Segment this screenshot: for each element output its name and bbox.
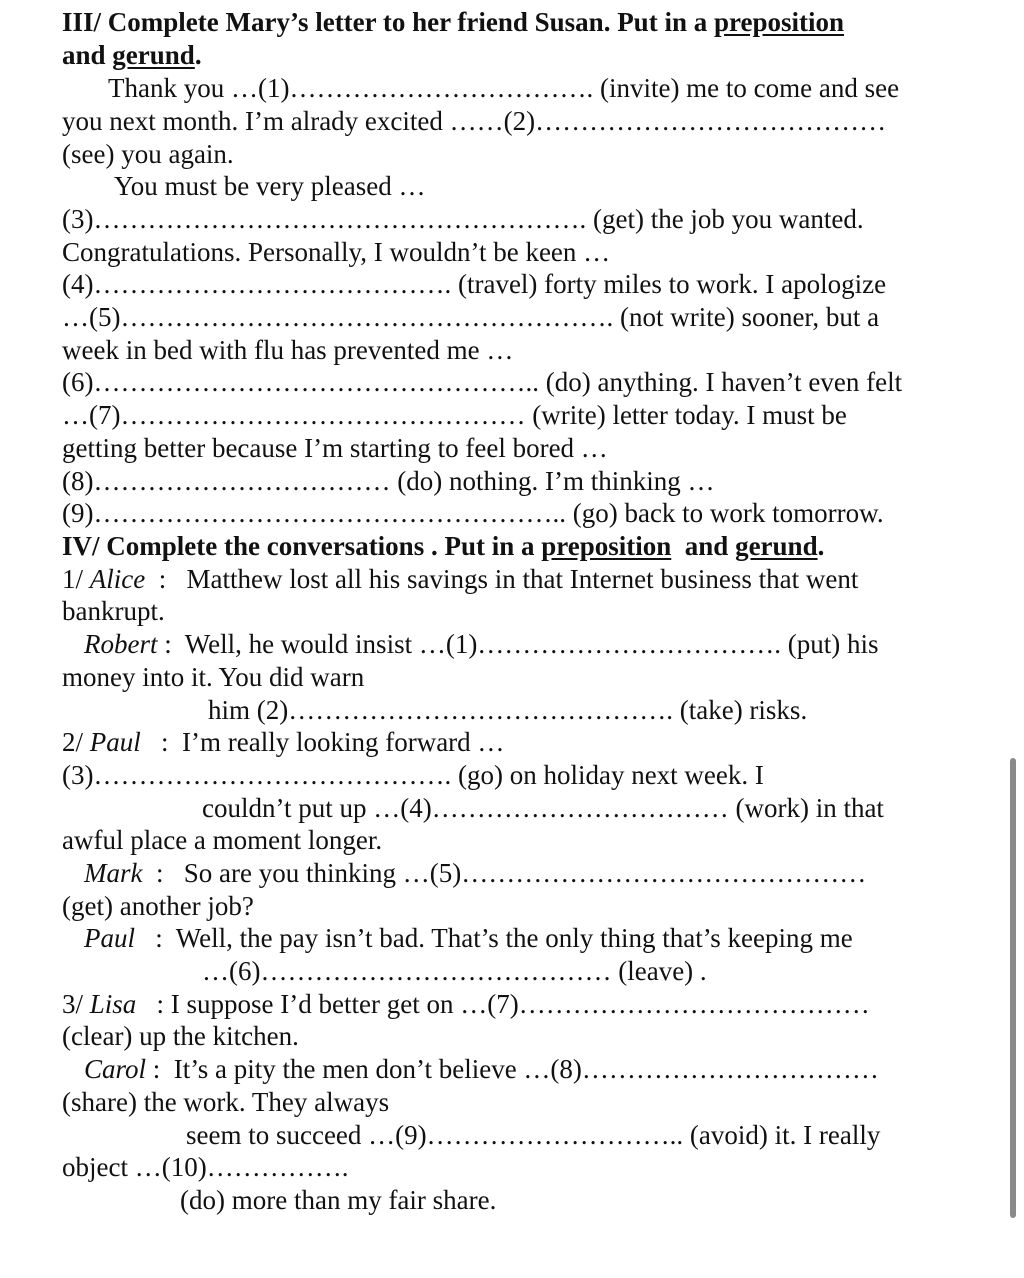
conversation-line: him (2)……………………………………. (take) risks. <box>208 695 808 725</box>
section-4-heading-gerund: gerund <box>735 531 818 561</box>
conversation-text: : Matthew lost all his savings in that Internet business that went <box>145 564 859 594</box>
conversation-text: : Well, the pay isn’t bad. That’s the only thing that’s keeping me <box>135 923 853 953</box>
conversation-text: : I suppose I’d better get on …(7)………………………………… <box>136 989 870 1019</box>
conversation-text: : I’m really looking forward … <box>140 727 505 757</box>
section-3-heading-period: . <box>194 40 202 70</box>
conversation-line <box>84 922 853 954</box>
speaker-name: Alice <box>89 564 146 594</box>
letter-line-11: …(7)……………………………………… (write) letter today. I must be <box>62 400 847 430</box>
section-4-heading-and: and <box>671 531 736 561</box>
conversation-line <box>62 563 858 595</box>
conversation-number: 2/ <box>62 727 90 757</box>
letter-line-3: (see) you again. <box>62 139 234 169</box>
conversation-line: (get) another job? <box>62 891 254 921</box>
conversation-line: object …(10)……………. <box>62 1152 349 1182</box>
section-3-heading-line-2 <box>62 39 202 71</box>
letter-line-14: (9)…………………………………………….. (go) back to work tomorrow. <box>62 498 884 528</box>
conversation-text: : Well, he would insist …(1)……………………………. (put) his <box>157 629 879 659</box>
speaker-name: Mark <box>84 858 143 888</box>
section-4-heading-period: . <box>817 531 825 561</box>
conversation-line: (clear) up the kitchen. <box>62 1021 299 1051</box>
conversation-text: : It’s a pity the men don’t believe …(8)…………………………… <box>146 1054 879 1084</box>
speaker-name: Lisa <box>89 989 137 1019</box>
letter-line-6: Congratulations. Personally, I wouldn’t be keen … <box>62 237 611 267</box>
speaker-name: Paul <box>84 923 135 953</box>
letter-line-4: You must be very pleased … <box>114 171 426 201</box>
vertical-scrollbar[interactable] <box>1010 758 1016 1218</box>
section-3-heading-text: III/ Complete Mary’s letter to her friend Susan. Put in a <box>62 7 714 37</box>
letter-line-1: Thank you …(1)……………………………. (invite) me to come and see <box>108 73 900 103</box>
conversation-line: couldn’t put up …(4)…………………………… (work) in that <box>202 793 884 823</box>
letter-line-2: you next month. I’m alrady excited ……(2)………………………………… <box>62 106 887 136</box>
conversation-line: (do) more than my fair share. <box>180 1185 497 1215</box>
conversation-line: bankrupt. <box>62 596 165 626</box>
letter-line-13: (8)…………………………… (do) nothing. I’m thinking … <box>62 466 715 496</box>
letter-line-10: (6)………………………………………….. (do) anything. I haven’t even felt <box>62 367 903 397</box>
letter-line-7: (4)…………………………………. (travel) forty miles to work. I apologize <box>62 269 887 299</box>
speaker-name: Paul <box>89 727 141 757</box>
section-4-heading-preposition: preposition <box>541 531 672 561</box>
letter-line-9: week in bed with flu has prevented me … <box>62 335 514 365</box>
letter-line-8: …(5)………………………………………………. (not write) sooner, but a <box>62 302 880 332</box>
speaker-name: Carol <box>84 1054 147 1084</box>
conversation-line: (3)…………………………………. (go) on holiday next week. I <box>62 760 764 790</box>
section-3-heading-gerund: gerund <box>112 40 195 70</box>
conversation-line <box>62 988 870 1020</box>
section-3-heading-and: and <box>62 40 113 70</box>
conversation-number: 1/ <box>62 564 90 594</box>
conversation-line: (share) the work. They always <box>62 1087 390 1117</box>
conversation-line <box>62 726 504 758</box>
letter-line-12: getting better because I’m starting to feel bored … <box>62 433 608 463</box>
conversation-line <box>84 857 866 889</box>
conversation-number: 3/ <box>62 989 90 1019</box>
section-3-heading-line-1 <box>62 6 844 38</box>
section-4-heading-text: IV/ Complete the conversations . Put in a <box>62 531 542 561</box>
conversation-text: : So are you thinking …(5)……………………………………… <box>142 858 867 888</box>
conversation-line <box>84 628 879 660</box>
section-4-heading <box>62 530 824 562</box>
letter-line-5: (3)………………………………………………. (get) the job you wanted. <box>62 204 864 234</box>
speaker-name: Robert <box>84 629 158 659</box>
conversation-line: …(6)………………………………… (leave) . <box>202 956 707 986</box>
conversation-line: money into it. You did warn <box>62 662 365 692</box>
conversation-line: awful place a moment longer. <box>62 825 383 855</box>
conversation-line <box>84 1053 879 1085</box>
section-3-heading-preposition: preposition <box>713 7 844 37</box>
conversation-line: seem to succeed …(9)……………………….. (avoid) it. I really <box>186 1120 881 1150</box>
